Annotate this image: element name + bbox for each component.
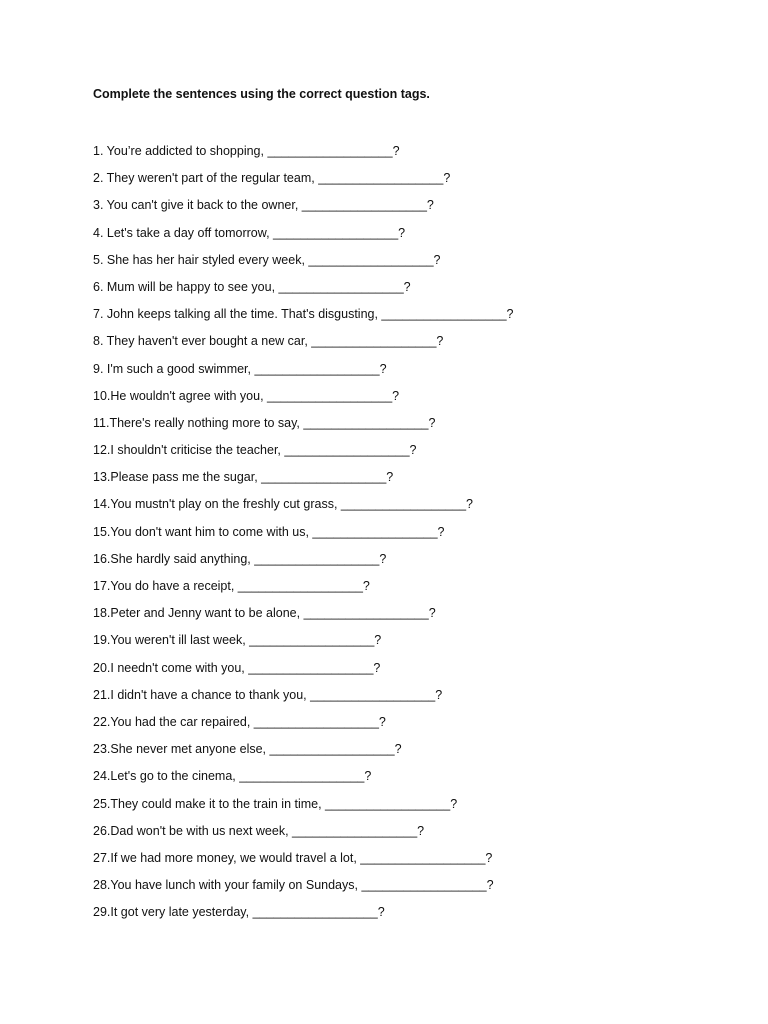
exercise-item-27: 27.If we had more money, we would travel a lot, __________________? xyxy=(93,850,493,865)
worksheet-heading: Complete the sentences using the correct question tags. xyxy=(93,87,430,101)
exercise-item-2: 2. They weren't part of the regular team, __________________? xyxy=(93,171,451,186)
exercise-item-14: 14.You mustn't play on the freshly cut grass, __________________? xyxy=(93,497,473,512)
exercise-item-26: 26.Dad won't be with us next week, __________________? xyxy=(93,823,425,838)
exercise-item-11: 11.There's really nothing more to say, __________________? xyxy=(93,415,436,430)
exercise-item-17: 17.You do have a receipt, __________________? xyxy=(93,579,370,593)
exercise-item-22: 22.You had the car repaired, __________________? xyxy=(93,714,386,729)
exercise-item-16: 16.She hardly said anything, __________________? xyxy=(93,551,387,566)
exercise-item-15: 15.You don't want him to come with us, __________________? xyxy=(93,524,445,539)
exercise-item-7: 7. John keeps talking all the time. That's disgusting, __________________? xyxy=(93,307,514,322)
exercise-item-13: 13.Please pass me the sugar, __________________? xyxy=(93,470,394,485)
exercise-item-21: 21.I didn't have a chance to thank you, __________________? xyxy=(93,687,443,702)
exercise-item-20: 20.I needn't come with you, __________________? xyxy=(93,660,381,675)
exercise-item-10: 10.He wouldn't agree with you, __________________? xyxy=(93,388,400,403)
exercise-item-3: 3. You can't give it back to the owner, __________________? xyxy=(93,198,434,213)
exercise-item-29: 29.It got very late yesterday, __________________? xyxy=(93,905,385,920)
exercise-item-6: 6. Mum will be happy to see you, __________________? xyxy=(93,279,411,294)
exercise-item-5: 5. She has her hair styled every week, __________________? xyxy=(93,252,441,267)
exercise-item-19: 19.You weren't ill last week, __________________? xyxy=(93,633,382,648)
exercise-item-23: 23.She never met anyone else, __________________? xyxy=(93,742,402,757)
exercise-item-1: 1. You’re addicted to shopping, __________________? xyxy=(93,144,400,158)
exercise-list xyxy=(93,143,514,931)
exercise-item-25: 25.They could make it to the train in time, __________________? xyxy=(93,796,458,811)
exercise-item-9: 9. I'm such a good swimmer, __________________? xyxy=(93,361,387,376)
exercise-item-12: 12.I shouldn't criticise the teacher, __________________? xyxy=(93,443,417,458)
exercise-item-28: 28.You have lunch with your family on Sundays, __________________? xyxy=(93,878,494,893)
exercise-item-4: 4. Let's take a day off tomorrow, __________________? xyxy=(93,225,406,240)
exercise-item-8: 8. They haven't ever bought a new car, __________________? xyxy=(93,334,444,349)
exercise-item-18: 18.Peter and Jenny want to be alone, __________________? xyxy=(93,606,436,621)
exercise-item-24: 24.Let's go to the cinema, __________________? xyxy=(93,769,372,784)
